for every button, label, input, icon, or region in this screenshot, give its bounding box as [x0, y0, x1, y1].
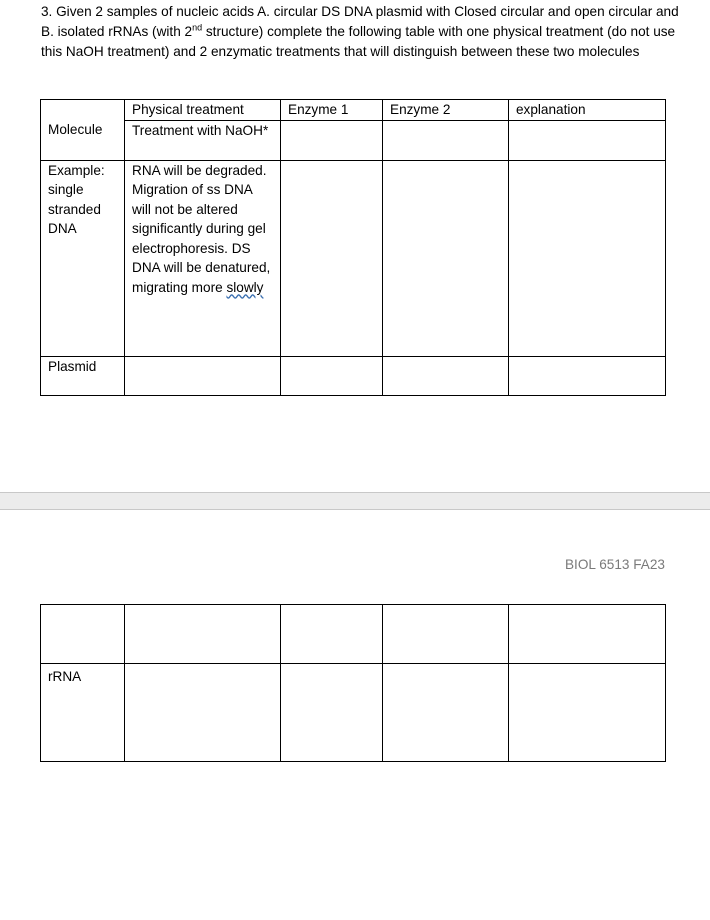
cell-blank-enzyme2[interactable] [383, 605, 509, 664]
cell-example-explanation[interactable] [509, 160, 666, 356]
row-label-rrna: rRNA [41, 664, 125, 762]
cell-rrna-explanation[interactable] [509, 664, 666, 762]
cell-blank-physical[interactable] [125, 605, 281, 664]
cell-plasmid-physical[interactable] [125, 356, 281, 395]
row-label-molecule: Molecule [41, 120, 125, 160]
cell-example-enzyme1[interactable] [281, 160, 383, 356]
question-part2: structure) complete the following table with one physical treatment (do not use this NaOH treatment) and 2 enzymatic treatments that will distinguish between these two molecules [41, 24, 676, 59]
row-label-plasmid: Plasmid [41, 356, 125, 395]
cell-molecule-explanation[interactable] [509, 120, 666, 160]
question-part1: 3. Given 2 samples of nucleic acids A. circular DS DNA plasmid with Closed circular and open circular and B. isolated rRNAs (with 2 [41, 4, 679, 39]
cell-plasmid-explanation[interactable] [509, 356, 666, 395]
cell-example-physical[interactable] [125, 160, 281, 356]
header-enzyme-2: Enzyme 2 [383, 100, 509, 121]
row-label-example: Example: single stranded DNA [41, 160, 125, 356]
cell-blank-explanation[interactable] [509, 605, 666, 664]
header-blank-cell [41, 100, 125, 121]
table-header-row [41, 100, 666, 121]
cell-molecule-physical[interactable]: Treatment with NaOH* [125, 120, 281, 160]
cell-rrna-enzyme1[interactable] [281, 664, 383, 762]
cell-blank-enzyme1[interactable] [281, 605, 383, 664]
cell-blank-label[interactable] [41, 605, 125, 664]
cell-example-enzyme2[interactable] [383, 160, 509, 356]
table-row-molecule [41, 120, 666, 160]
example-physical-text: RNA will be degraded. Migration of ss DNA will not be altered significantly during gel electrophoresis. DS DNA will be denatured, migrating more [132, 162, 271, 295]
header-enzyme-1: Enzyme 1 [281, 100, 383, 121]
example-physical-underlined: slowly [226, 279, 264, 295]
treatment-table [40, 99, 666, 396]
cell-molecule-enzyme2[interactable] [383, 120, 509, 160]
table-row-rrna [41, 664, 666, 762]
header-explanation: explanation [509, 100, 666, 121]
question-text [41, 2, 681, 62]
table-row-example [41, 160, 666, 356]
course-code: BIOL 6513 FA23 [564, 557, 665, 572]
treatment-table-continued [40, 604, 666, 762]
cell-plasmid-enzyme2[interactable] [383, 356, 509, 395]
cell-rrna-enzyme2[interactable] [383, 664, 509, 762]
table-row-blank [41, 605, 666, 664]
page-break [0, 492, 710, 510]
table-row-plasmid [41, 356, 666, 395]
cell-rrna-physical[interactable] [125, 664, 281, 762]
cell-molecule-enzyme1[interactable] [281, 120, 383, 160]
question-superscript: nd [192, 22, 203, 33]
cell-plasmid-enzyme1[interactable] [281, 356, 383, 395]
header-physical-treatment: Physical treatment [125, 100, 281, 121]
